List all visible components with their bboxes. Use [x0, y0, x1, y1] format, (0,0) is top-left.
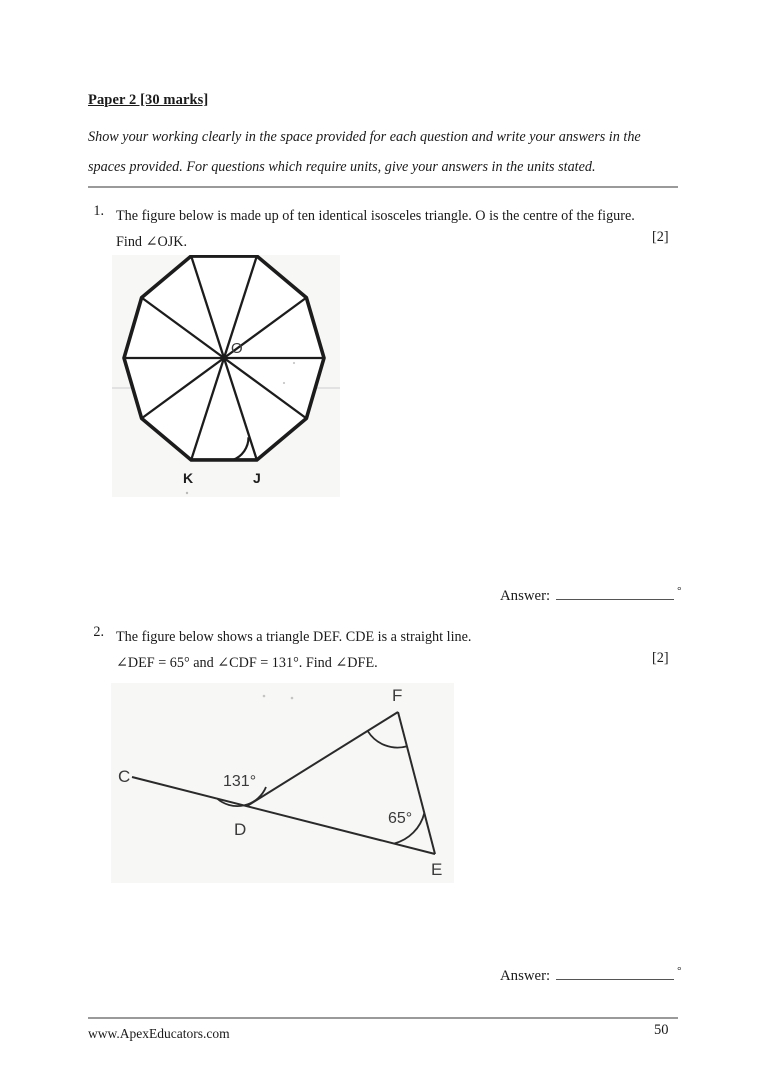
decagon-vertex-label-k: K: [183, 470, 194, 486]
instructions-text: Show your working clearly in the space provided for each question and write your answers in the spaces provided. For questions which require units, give your answers in the units stated.: [88, 129, 641, 175]
question-1-figure: [112, 255, 340, 497]
triangle-point-label-f: F: [392, 686, 403, 705]
triangle-point-label-e: E: [431, 860, 443, 879]
question-1-answer-unit: °: [677, 585, 682, 598]
page-title: Paper 2 [30 marks]: [88, 92, 209, 108]
triangle-angle-label-e: 65°: [388, 810, 413, 827]
decagon-centre-label: O: [231, 340, 243, 357]
scan-speck: [263, 695, 266, 698]
scan-speck: [291, 697, 294, 700]
question-1-line1: The figure below is made up of ten identical isosceles triangle. O is the centre of the figure.: [116, 208, 635, 224]
question-2-number: 2.: [93, 624, 104, 640]
scan-speck: [283, 382, 285, 384]
question-2-answer-row: [500, 965, 682, 985]
triangle-point-label-d: D: [234, 820, 247, 839]
scan-speck: [293, 362, 295, 364]
question-2-marks: [2]: [652, 650, 669, 666]
question-1-answer-row: [500, 585, 682, 605]
question-2-answer-label: Answer:: [500, 968, 551, 984]
question-2-line2: ∠DEF = 65° and ∠CDF = 131°. Find ∠DFE.: [116, 655, 378, 671]
triangle-angle-label-d: 131°: [223, 773, 257, 790]
scan-speck: [186, 492, 188, 494]
triangle-point-label-c: C: [118, 767, 131, 786]
question-2-figure: [111, 683, 454, 883]
header-divider: [88, 186, 678, 188]
question-2-answer-blank[interactable]: [556, 965, 674, 980]
question-1-line2: Find ∠OJK.: [116, 234, 188, 250]
segment-FE: [398, 712, 435, 854]
question-2-answer-unit: °: [677, 965, 682, 978]
question-1-answer-blank[interactable]: [556, 585, 674, 600]
question-1-number: 1.: [93, 203, 104, 219]
decagon-vertex-label-j: J: [253, 470, 261, 486]
segment-DF: [247, 712, 398, 806]
angle-arc-F: [368, 731, 407, 747]
question-1-answer-label: Answer:: [500, 588, 551, 604]
footer-page-number: 50: [654, 1022, 669, 1038]
footer-divider: [88, 1017, 678, 1019]
question-2-line1: The figure below shows a triangle DEF. CDE is a straight line.: [116, 629, 472, 645]
question-1-marks: [2]: [652, 229, 669, 245]
footer-website: www.ApexEducators.com: [88, 1026, 230, 1041]
